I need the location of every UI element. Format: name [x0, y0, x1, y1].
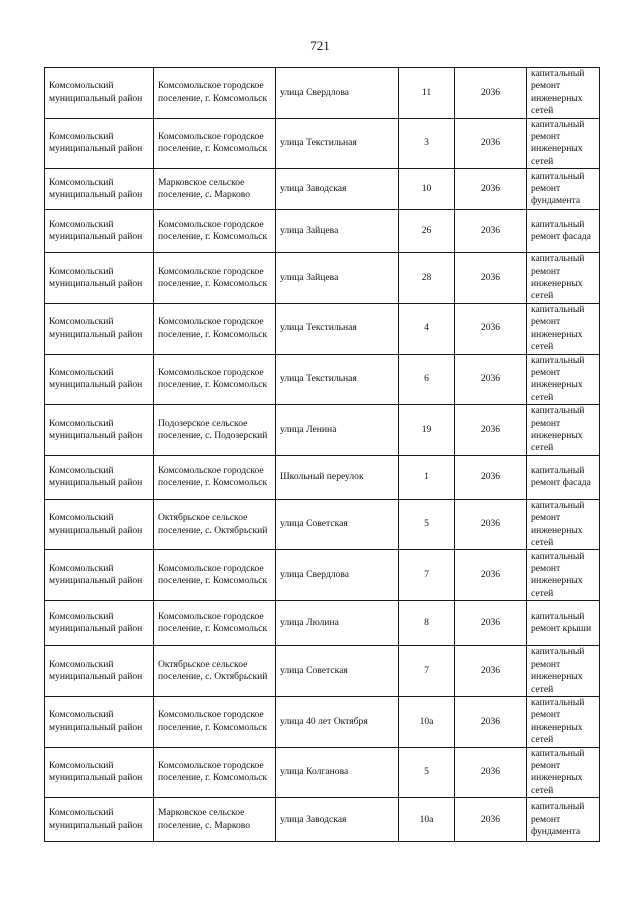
table-row — [45, 747, 600, 798]
street-cell: улица Заводская — [276, 798, 399, 842]
house-number-cell: 28 — [399, 253, 455, 304]
work-type-cell: капитальный ремонт инженерных сетей — [527, 68, 600, 119]
settlement-cell: Комсомольское городское поселение, г. Комсомольск — [154, 303, 276, 354]
street-cell: улица Текстильная — [276, 118, 399, 169]
district-cell: Комсомольский муниципальный район — [45, 550, 154, 601]
work-type-cell: капитальный ремонт фасада — [527, 210, 600, 253]
street-cell: улица Свердлова — [276, 68, 399, 119]
work-type-cell: капитальный ремонт крыши — [527, 601, 600, 646]
work-type-cell: капитальный ремонт инженерных сетей — [527, 253, 600, 304]
street-cell: улица Свердлова — [276, 550, 399, 601]
house-number-cell: 6 — [399, 354, 455, 405]
table-row — [45, 169, 600, 210]
settlement-cell: Комсомольское городское поселение, г. Комсомольск — [154, 550, 276, 601]
street-cell: улица Зайцева — [276, 253, 399, 304]
house-number-cell: 10 — [399, 169, 455, 210]
year-cell: 2036 — [455, 747, 527, 798]
district-cell: Комсомольский муниципальный район — [45, 169, 154, 210]
year-cell: 2036 — [455, 118, 527, 169]
settlement-cell: Комсомольское городское поселение, г. Комсомольск — [154, 354, 276, 405]
table-row — [45, 646, 600, 697]
house-number-cell: 5 — [399, 499, 455, 550]
page-number: 721 — [310, 38, 330, 53]
street-cell: улица Заводская — [276, 169, 399, 210]
district-cell: Комсомольский муниципальный район — [45, 210, 154, 253]
work-type-cell: капитальный ремонт фундамента — [527, 169, 600, 210]
table-row — [45, 601, 600, 646]
street-cell: Школьный переулок — [276, 455, 399, 499]
district-cell: Комсомольский муниципальный район — [45, 253, 154, 304]
district-cell: Комсомольский муниципальный район — [45, 455, 154, 499]
district-cell: Комсомольский муниципальный район — [45, 405, 154, 456]
year-cell: 2036 — [455, 405, 527, 456]
settlement-cell: Марковское сельское поселение, с. Марково — [154, 798, 276, 842]
table-row — [45, 253, 600, 304]
settlement-cell: Комсомольское городское поселение, г. Комсомольск — [154, 118, 276, 169]
year-cell: 2036 — [455, 68, 527, 119]
house-number-cell: 4 — [399, 303, 455, 354]
street-cell: улица Люлина — [276, 601, 399, 646]
work-type-cell: капитальный ремонт инженерных сетей — [527, 405, 600, 456]
street-cell: улица Советская — [276, 646, 399, 697]
district-cell: Комсомольский муниципальный район — [45, 499, 154, 550]
work-type-cell: капитальный ремонт инженерных сетей — [527, 697, 600, 748]
settlement-cell: Комсомольское городское поселение, г. Комсомольск — [154, 210, 276, 253]
house-number-cell: 7 — [399, 646, 455, 697]
district-cell: Комсомольский муниципальный район — [45, 601, 154, 646]
table-row — [45, 405, 600, 456]
work-type-cell: капитальный ремонт инженерных сетей — [527, 646, 600, 697]
table-row — [45, 210, 600, 253]
year-cell: 2036 — [455, 550, 527, 601]
year-cell: 2036 — [455, 646, 527, 697]
table-row — [45, 798, 600, 842]
year-cell: 2036 — [455, 253, 527, 304]
street-cell: улица Советская — [276, 499, 399, 550]
table-row — [45, 499, 600, 550]
year-cell: 2036 — [455, 455, 527, 499]
street-cell: улица Текстильная — [276, 303, 399, 354]
settlement-cell: Октябрьское сельское поселение, с. Октябрьский — [154, 499, 276, 550]
house-number-cell: 26 — [399, 210, 455, 253]
year-cell: 2036 — [455, 169, 527, 210]
house-number-cell: 1 — [399, 455, 455, 499]
year-cell: 2036 — [455, 798, 527, 842]
table-row — [45, 354, 600, 405]
district-cell: Комсомольский муниципальный район — [45, 68, 154, 119]
work-type-cell: капитальный ремонт инженерных сетей — [527, 118, 600, 169]
district-cell: Комсомольский муниципальный район — [45, 747, 154, 798]
settlement-cell: Комсомольское городское поселение, г. Комсомольск — [154, 253, 276, 304]
house-number-cell: 10а — [399, 697, 455, 748]
table-row — [45, 550, 600, 601]
settlement-cell: Комсомольское городское поселение, г. Комсомольск — [154, 747, 276, 798]
house-number-cell: 7 — [399, 550, 455, 601]
street-cell: улица Колганова — [276, 747, 399, 798]
table-row — [45, 303, 600, 354]
work-type-cell: капитальный ремонт инженерных сетей — [527, 354, 600, 405]
settlement-cell: Подозерское сельское поселение, с. Подозерский — [154, 405, 276, 456]
work-type-cell: капитальный ремонт фасада — [527, 455, 600, 499]
house-number-cell: 5 — [399, 747, 455, 798]
work-type-cell: капитальный ремонт фундамента — [527, 798, 600, 842]
year-cell: 2036 — [455, 601, 527, 646]
table-row — [45, 68, 600, 119]
work-type-cell: капитальный ремонт инженерных сетей — [527, 747, 600, 798]
district-cell: Комсомольский муниципальный район — [45, 646, 154, 697]
street-cell: улица Ленина — [276, 405, 399, 456]
year-cell: 2036 — [455, 697, 527, 748]
house-number-cell: 11 — [399, 68, 455, 119]
house-number-cell: 19 — [399, 405, 455, 456]
repair-schedule-table — [44, 67, 600, 842]
settlement-cell: Комсомольское городское поселение, г. Комсомольск — [154, 68, 276, 119]
district-cell: Комсомольский муниципальный район — [45, 303, 154, 354]
district-cell: Комсомольский муниципальный район — [45, 798, 154, 842]
house-number-cell: 10а — [399, 798, 455, 842]
settlement-cell: Марковское сельское поселение, с. Марково — [154, 169, 276, 210]
district-cell: Комсомольский муниципальный район — [45, 354, 154, 405]
table-body — [45, 68, 600, 842]
house-number-cell: 8 — [399, 601, 455, 646]
district-cell: Комсомольский муниципальный район — [45, 118, 154, 169]
table-row — [45, 455, 600, 499]
settlement-cell: Комсомольское городское поселение, г. Комсомольск — [154, 697, 276, 748]
year-cell: 2036 — [455, 354, 527, 405]
work-type-cell: капитальный ремонт инженерных сетей — [527, 499, 600, 550]
work-type-cell: капитальный ремонт инженерных сетей — [527, 303, 600, 354]
work-type-cell: капитальный ремонт инженерных сетей — [527, 550, 600, 601]
table-row — [45, 118, 600, 169]
street-cell: улица 40 лет Октября — [276, 697, 399, 748]
district-cell: Комсомольский муниципальный район — [45, 697, 154, 748]
table-row — [45, 697, 600, 748]
year-cell: 2036 — [455, 303, 527, 354]
settlement-cell: Октябрьское сельское поселение, с. Октябрьский — [154, 646, 276, 697]
year-cell: 2036 — [455, 499, 527, 550]
settlement-cell: Комсомольское городское поселение, г. Комсомольск — [154, 455, 276, 499]
street-cell: улица Текстильная — [276, 354, 399, 405]
year-cell: 2036 — [455, 210, 527, 253]
settlement-cell: Комсомольское городское поселение, г. Комсомольск — [154, 601, 276, 646]
street-cell: улица Зайцева — [276, 210, 399, 253]
house-number-cell: 3 — [399, 118, 455, 169]
